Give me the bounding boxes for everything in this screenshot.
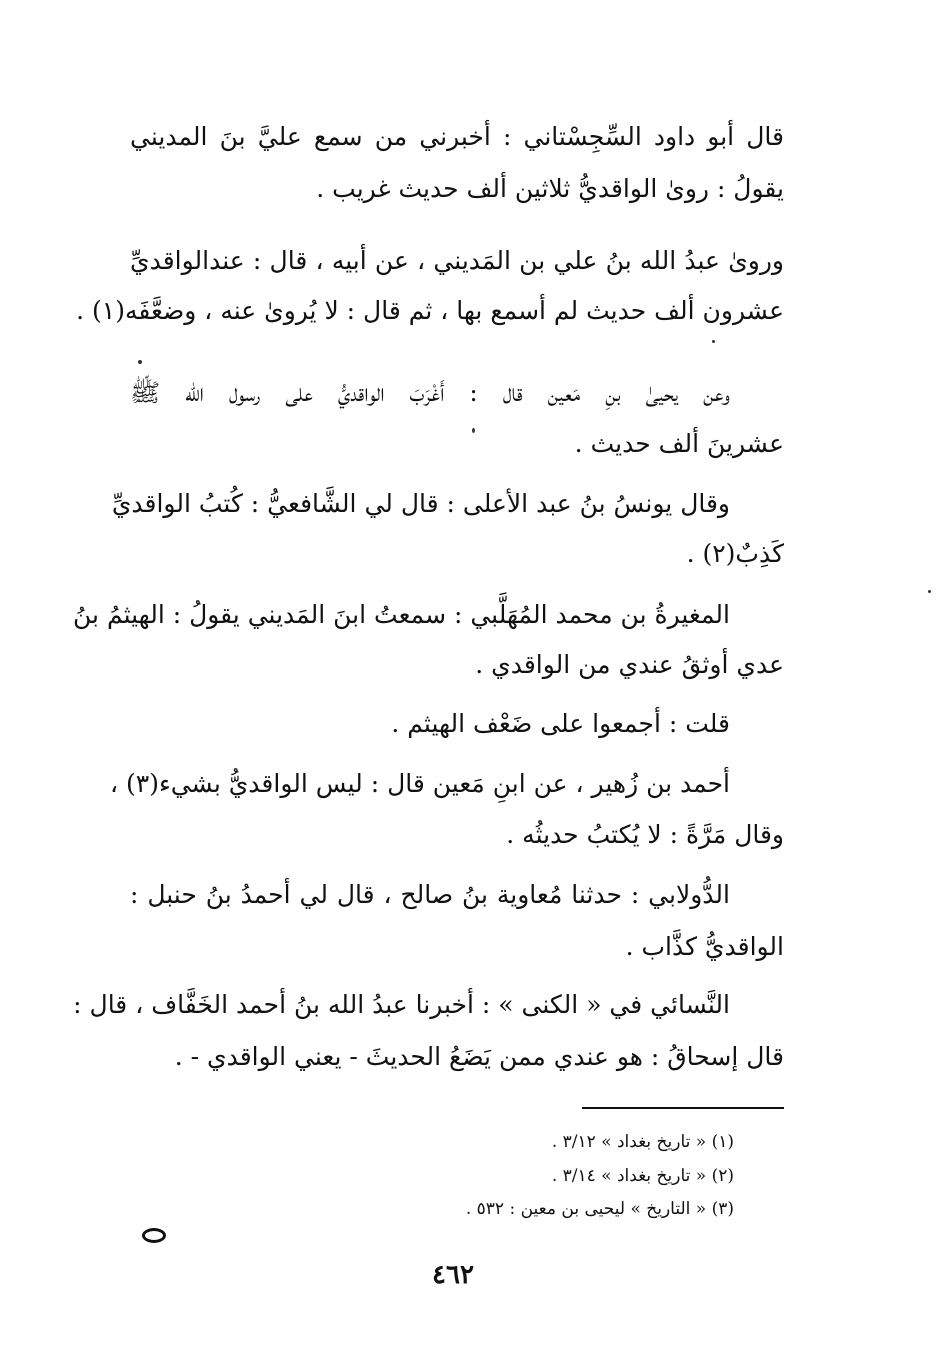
paragraph-3-line-1: وعن يحيىٰ بنِ مَعين قال : أَغْرَبَ الواقديُّ على رسول الله ﷺ bbox=[130, 378, 730, 407]
paragraph-8-line-2: الواقديُّ كذَّاب . bbox=[625, 932, 784, 961]
paragraph-4-line-1: وقال يونسُ بنُ عبد الأعلى : قال لي الشَّافعيُّ : كُتبُ الواقديِّ bbox=[111, 489, 730, 518]
scan-speck bbox=[712, 340, 715, 343]
paragraph-5-line-2: عدي أوثقُ عندي من الواقدي . bbox=[475, 650, 784, 679]
paragraph-5-line-1: المغيرةُ بن محمد المُهَلَّبي : سمعتُ ابنَ المَديني يقولُ : الهيثمُ بنُ bbox=[73, 600, 730, 629]
paragraph-1-line-1: قال أبو داود السِّجِسْتاني : أخبرني من سمع عليَّ بنَ المديني bbox=[130, 122, 784, 151]
footnote-2: (٢) « تاريخ بغداد » ٣/١٤ . bbox=[551, 1166, 734, 1186]
paragraph-2-line-1: وروىٰ عبدُ الله بنُ علي بن المَديني ، عن أبيه ، قال : عندالواقديِّ bbox=[130, 246, 784, 275]
paragraph-2-line-2: عشرون ألف حديث لم أسمع بها ، ثم قال : لا يُروىٰ عنه ، وضعَّفَه(١) . bbox=[76, 296, 784, 325]
paragraph-7-line-2: وقال مَرَّةً : لا يُكتبُ حديثُه . bbox=[506, 820, 784, 849]
footnote-1: (١) « تاريخ بغداد » ٣/١٢ . bbox=[551, 1132, 734, 1152]
paragraph-8-line-1: الدُّولابي : حدثنا مُعاوية بنُ صالح ، قال لي أحمدُ بنُ حنبل : bbox=[130, 880, 730, 909]
scan-speck bbox=[928, 590, 931, 593]
page-number: ٤٦٢ bbox=[432, 1260, 474, 1290]
paragraph-1-line-2: يقولُ : روىٰ الواقديُّ ثلاثين ألف حديث غريب . bbox=[316, 174, 784, 203]
paragraph-4-line-2: كَذِبٌ(٢) . bbox=[686, 539, 784, 568]
footnote-3: (٣) « التاريخ » ليحيى بن معين : ٥٣٢ . bbox=[465, 1199, 734, 1219]
paragraph-9-line-1: النَّسائي في « الكنى » : أخبرنا عبدُ الله بنُ أحمد الخَفَّاف ، قال : bbox=[73, 990, 730, 1019]
paragraph-3-line-2: عشرينَ ألف حديث . bbox=[574, 429, 784, 458]
scan-speck bbox=[138, 360, 142, 364]
margin-ornament bbox=[142, 1228, 166, 1243]
paragraph-9-line-2: قال إسحاقُ : هو عندي ممن يَضَعُ الحديثَ - يعني الواقدي - . bbox=[174, 1042, 784, 1071]
paragraph-7-line-1: أحمد بن زُهير ، عن ابنِ مَعين قال : ليس الواقديُّ بشيء(٣) ، bbox=[109, 769, 730, 798]
footnote-divider bbox=[582, 1107, 784, 1109]
paragraph-6-line-1: قلت : أجمعوا على ضَعْف الهيثم . bbox=[391, 709, 730, 738]
scan-speck bbox=[472, 428, 475, 433]
